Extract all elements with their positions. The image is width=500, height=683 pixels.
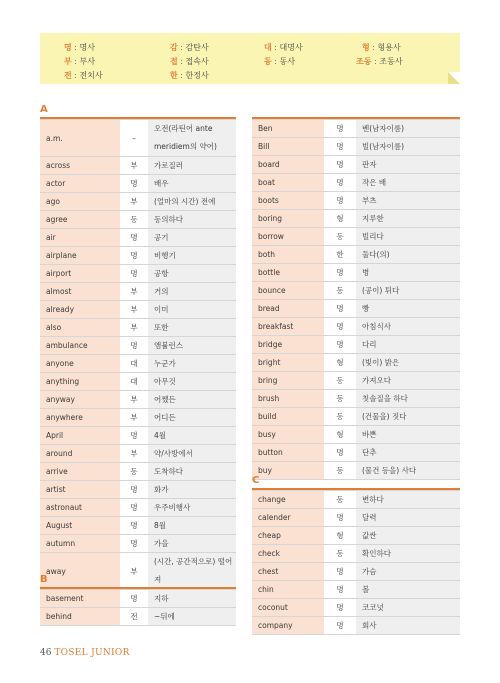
vocab-meaning: 어디든 <box>148 409 236 427</box>
vocab-row <box>40 229 236 247</box>
vocab-pos: 명 <box>324 617 356 635</box>
vocab-pos: 동 <box>324 462 356 480</box>
vocab-meaning: 코코넛 <box>356 599 460 617</box>
vocab-pos: 명 <box>120 265 148 283</box>
vocab-meaning: 회사 <box>356 617 460 635</box>
vocab-word: breakfast <box>252 318 324 336</box>
vocab-pos: 명 <box>324 174 356 192</box>
legend-item: 감 : 감탄사 <box>170 43 209 52</box>
vocab-meaning: (건물을) 짓다 <box>356 408 460 426</box>
pos-legend <box>40 33 460 84</box>
vocab-meaning: 도착하다 <box>148 463 236 481</box>
vocab-row <box>40 265 236 283</box>
vocab-pos: 명 <box>324 264 356 282</box>
vocab-pos: 명 <box>324 138 356 156</box>
vocab-meaning: 배우 <box>148 175 236 193</box>
vocab-row <box>252 408 460 426</box>
vocab-meaning: 가을 <box>148 535 236 553</box>
vocab-word: anywhere <box>40 409 120 427</box>
vocab-word: across <box>40 157 120 175</box>
vocab-row <box>252 246 460 264</box>
vocab-pos: 부 <box>120 319 148 337</box>
vocab-row <box>40 391 236 409</box>
vocab-pos: 명 <box>324 300 356 318</box>
vocab-meaning: 비행기 <box>148 247 236 265</box>
vocab-word: August <box>40 517 120 535</box>
vocab-row <box>40 608 236 626</box>
vocab-row <box>40 193 236 211</box>
section-heading-b: B <box>40 574 48 585</box>
vocab-pos: 명 <box>120 427 148 445</box>
vocab-word: autumn <box>40 535 120 553</box>
vocab-pos: 동 <box>120 463 148 481</box>
vocab-word: chest <box>252 563 324 581</box>
vocab-meaning: 판자 <box>356 156 460 174</box>
vocab-word: a.m. <box>40 120 120 157</box>
vocab-meaning: (빛이) 밝은 <box>356 354 460 372</box>
vocab-meaning: 바쁜 <box>356 426 460 444</box>
section-heading-c: C <box>252 475 260 486</box>
vocab-word: Ben <box>252 120 324 138</box>
legend-item: 조동 : 조동사 <box>356 57 403 66</box>
vocab-pos: 명 <box>324 509 356 527</box>
vocab-row <box>40 445 236 463</box>
vocab-meaning: 작은 배 <box>356 174 460 192</box>
vocab-row <box>40 535 236 553</box>
vocab-row <box>252 354 460 372</box>
vocab-word: almost <box>40 283 120 301</box>
vocab-table-b-continued <box>252 119 460 480</box>
vocab-row <box>40 553 236 590</box>
vocab-row <box>252 156 460 174</box>
vocab-row <box>40 499 236 517</box>
vocab-meaning: 둘다(의) <box>356 246 460 264</box>
vocab-word: bottle <box>252 264 324 282</box>
vocab-pos: 부 <box>120 193 148 211</box>
vocab-meaning: 8월 <box>148 517 236 535</box>
vocab-pos: 동 <box>324 372 356 390</box>
vocab-row <box>40 463 236 481</box>
vocab-meaning: (물건 등을) 사다 <box>356 462 460 480</box>
vocab-pos: 부 <box>120 157 148 175</box>
vocab-meaning: 아침식사 <box>356 318 460 336</box>
vocab-word: April <box>40 427 120 445</box>
vocab-pos: 부 <box>120 553 148 590</box>
vocab-row <box>252 372 460 390</box>
vocab-word: ambulance <box>40 337 120 355</box>
vocab-meaning: 칫솔질을 하다 <box>356 390 460 408</box>
vocab-meaning: 우주비행사 <box>148 499 236 517</box>
legend-item: 한 : 한정사 <box>170 71 209 80</box>
vocab-meaning: 벤(남자이름) <box>356 120 460 138</box>
vocab-word: borrow <box>252 228 324 246</box>
vocab-word: build <box>252 408 324 426</box>
vocab-meaning: 어쨌든 <box>148 391 236 409</box>
vocab-word: ago <box>40 193 120 211</box>
vocab-row <box>252 210 460 228</box>
vocab-meaning: 가져오다 <box>356 372 460 390</box>
vocab-pos: 명 <box>120 535 148 553</box>
vocab-word: anyone <box>40 355 120 373</box>
legend-item: 부 : 부사 <box>64 57 95 66</box>
vocab-row <box>252 545 460 563</box>
vocab-meaning: 병 <box>356 264 460 282</box>
vocab-meaning: 빌(남자이름) <box>356 138 460 156</box>
vocab-word: actor <box>40 175 120 193</box>
vocab-pos: 명 <box>120 175 148 193</box>
vocab-pos: 명 <box>324 120 356 138</box>
legend-item: 전 : 전치사 <box>64 71 103 80</box>
vocab-meaning: 볼 <box>356 581 460 599</box>
vocab-pos: 명 <box>120 229 148 247</box>
brand-name: TOSEL JUNIOR <box>54 648 130 658</box>
vocab-row <box>40 319 236 337</box>
vocab-row <box>40 247 236 265</box>
vocab-meaning: 공항 <box>148 265 236 283</box>
vocab-row <box>40 427 236 445</box>
vocab-word: agree <box>40 211 120 229</box>
vocab-pos: 명 <box>120 499 148 517</box>
vocab-row <box>252 599 460 617</box>
vocab-word: bright <box>252 354 324 372</box>
vocab-word: calender <box>252 509 324 527</box>
vocab-pos: 형 <box>324 210 356 228</box>
vocab-pos: 형 <box>324 426 356 444</box>
vocab-word: astronaut <box>40 499 120 517</box>
vocab-meaning: 아무것 <box>148 373 236 391</box>
vocab-row <box>252 426 460 444</box>
vocab-pos: 전 <box>120 608 148 626</box>
vocab-pos: 명 <box>120 517 148 535</box>
vocab-pos: 명 <box>324 336 356 354</box>
vocab-table-b <box>40 589 236 626</box>
vocab-pos: 부 <box>120 301 148 319</box>
vocab-word: already <box>40 301 120 319</box>
vocab-word: airport <box>40 265 120 283</box>
vocab-pos: 동 <box>324 545 356 563</box>
vocab-pos: 명 <box>324 444 356 462</box>
vocab-row <box>252 300 460 318</box>
vocab-pos: 대 <box>120 373 148 391</box>
vocab-pos: 명 <box>324 318 356 336</box>
vocab-row <box>40 211 236 229</box>
vocab-pos: 동 <box>324 408 356 426</box>
vocab-meaning: 달력 <box>356 509 460 527</box>
vocab-meaning: 지하 <box>148 590 236 608</box>
vocab-pos: 동 <box>324 390 356 408</box>
vocab-pos: 명 <box>120 590 148 608</box>
vocab-meaning: 동의하다 <box>148 211 236 229</box>
vocab-table-a <box>40 119 236 590</box>
vocab-word: busy <box>252 426 324 444</box>
vocab-pos: 명 <box>324 156 356 174</box>
vocab-meaning: 앰뷸런스 <box>148 337 236 355</box>
vocab-row <box>252 264 460 282</box>
legend-item: 형 : 형용사 <box>362 43 401 52</box>
vocab-meaning: 변하다 <box>356 491 460 509</box>
vocab-word: boots <box>252 192 324 210</box>
vocab-meaning: 빌리다 <box>356 228 460 246</box>
vocab-word: chin <box>252 581 324 599</box>
vocab-row <box>40 590 236 608</box>
vocab-row <box>40 157 236 175</box>
vocab-word: company <box>252 617 324 635</box>
vocab-meaning: 가로질러 <box>148 157 236 175</box>
vocab-word: artist <box>40 481 120 499</box>
legend-item: 접 : 접속사 <box>170 57 209 66</box>
vocab-word: around <box>40 445 120 463</box>
vocab-word: behind <box>40 608 120 626</box>
vocab-meaning: (얼마의 시간) 전에 <box>148 193 236 211</box>
vocab-meaning: 화가 <box>148 481 236 499</box>
section-heading-a: A <box>40 104 48 115</box>
legend-item: 대 : 대명사 <box>264 43 303 52</box>
vocab-meaning: 빵 <box>356 300 460 318</box>
vocab-row <box>40 301 236 319</box>
vocab-pos: 명 <box>324 599 356 617</box>
vocab-word: bounce <box>252 282 324 300</box>
vocab-pos: 부 <box>120 445 148 463</box>
vocab-row <box>40 120 236 157</box>
vocab-meaning: 이미 <box>148 301 236 319</box>
vocab-meaning: 부츠 <box>356 192 460 210</box>
vocab-word: check <box>252 545 324 563</box>
vocab-row <box>40 517 236 535</box>
vocab-row <box>252 617 460 635</box>
vocab-row <box>252 138 460 156</box>
vocab-row <box>252 228 460 246</box>
vocab-row <box>40 283 236 301</box>
vocab-pos: 명 <box>324 192 356 210</box>
vocab-meaning: 오전(라틴어 ante meridiem의 약어) <box>148 120 236 157</box>
vocab-word: brush <box>252 390 324 408</box>
vocab-row <box>252 120 460 138</box>
vocab-word: change <box>252 491 324 509</box>
vocab-pos: – <box>120 120 148 157</box>
vocab-meaning: 거의 <box>148 283 236 301</box>
vocab-row <box>252 462 460 480</box>
vocab-word: button <box>252 444 324 462</box>
vocab-pos: 한 <box>324 246 356 264</box>
vocab-row <box>40 409 236 427</box>
vocab-row <box>40 175 236 193</box>
vocab-meaning: 누군가 <box>148 355 236 373</box>
vocab-pos: 동 <box>324 491 356 509</box>
vocab-row <box>252 192 460 210</box>
vocab-row <box>252 318 460 336</box>
page-number: 46 <box>40 648 52 658</box>
legend-item: 명 : 명사 <box>64 43 95 52</box>
vocab-row <box>252 509 460 527</box>
vocab-pos: 대 <box>120 355 148 373</box>
vocab-row <box>252 444 460 462</box>
vocab-row <box>252 390 460 408</box>
vocab-row <box>40 481 236 499</box>
vocab-pos: 동 <box>324 228 356 246</box>
vocab-row <box>252 491 460 509</box>
vocab-pos: 부 <box>120 391 148 409</box>
vocab-pos: 형 <box>324 527 356 545</box>
vocab-word: away <box>40 553 120 590</box>
vocab-meaning: 가슴 <box>356 563 460 581</box>
vocab-pos: 부 <box>120 283 148 301</box>
vocab-pos: 명 <box>120 481 148 499</box>
vocab-meaning: 다리 <box>356 336 460 354</box>
vocab-table-c <box>252 490 460 635</box>
vocab-meaning: 단추 <box>356 444 460 462</box>
vocab-word: airplane <box>40 247 120 265</box>
vocab-meaning: 공기 <box>148 229 236 247</box>
vocab-pos: 명 <box>120 337 148 355</box>
vocab-row <box>252 174 460 192</box>
vocab-word: arrive <box>40 463 120 481</box>
vocab-word: bridge <box>252 336 324 354</box>
vocab-word: anything <box>40 373 120 391</box>
vocab-word: basement <box>40 590 120 608</box>
vocab-word: anyway <box>40 391 120 409</box>
vocab-word: Bill <box>252 138 324 156</box>
vocab-meaning: 값싼 <box>356 527 460 545</box>
vocab-pos: 부 <box>120 409 148 427</box>
page-footer <box>40 648 130 658</box>
vocab-word: both <box>252 246 324 264</box>
vocab-word: bring <box>252 372 324 390</box>
legend-item: 동 : 동사 <box>264 57 295 66</box>
vocab-word: bread <box>252 300 324 318</box>
vocab-meaning: 약/사방에서 <box>148 445 236 463</box>
vocab-meaning: (공이) 튀다 <box>356 282 460 300</box>
vocab-row <box>252 563 460 581</box>
vocab-meaning: 지루한 <box>356 210 460 228</box>
vocab-pos: 명 <box>324 581 356 599</box>
vocab-meaning: ~뒤에 <box>148 608 236 626</box>
vocab-pos: 동 <box>324 282 356 300</box>
vocab-row <box>252 282 460 300</box>
vocab-word: cheap <box>252 527 324 545</box>
vocab-word: air <box>40 229 120 247</box>
vocab-pos: 명 <box>324 563 356 581</box>
vocab-pos: 동 <box>120 211 148 229</box>
vocab-row <box>40 337 236 355</box>
vocab-meaning: (시간, 공간적으로) 떨어져 <box>148 553 236 590</box>
vocab-word: coconut <box>252 599 324 617</box>
vocab-word: also <box>40 319 120 337</box>
vocab-row <box>252 336 460 354</box>
vocab-row <box>252 527 460 545</box>
vocab-word: buy <box>252 462 324 480</box>
vocab-word: board <box>252 156 324 174</box>
vocab-word: boring <box>252 210 324 228</box>
vocab-meaning: 확인하다 <box>356 545 460 563</box>
vocab-word: boat <box>252 174 324 192</box>
vocab-meaning: 또한 <box>148 319 236 337</box>
vocab-row <box>40 355 236 373</box>
vocab-meaning: 4월 <box>148 427 236 445</box>
vocab-row <box>40 373 236 391</box>
vocab-pos: 명 <box>120 247 148 265</box>
vocab-pos: 형 <box>324 354 356 372</box>
vocab-row <box>252 581 460 599</box>
